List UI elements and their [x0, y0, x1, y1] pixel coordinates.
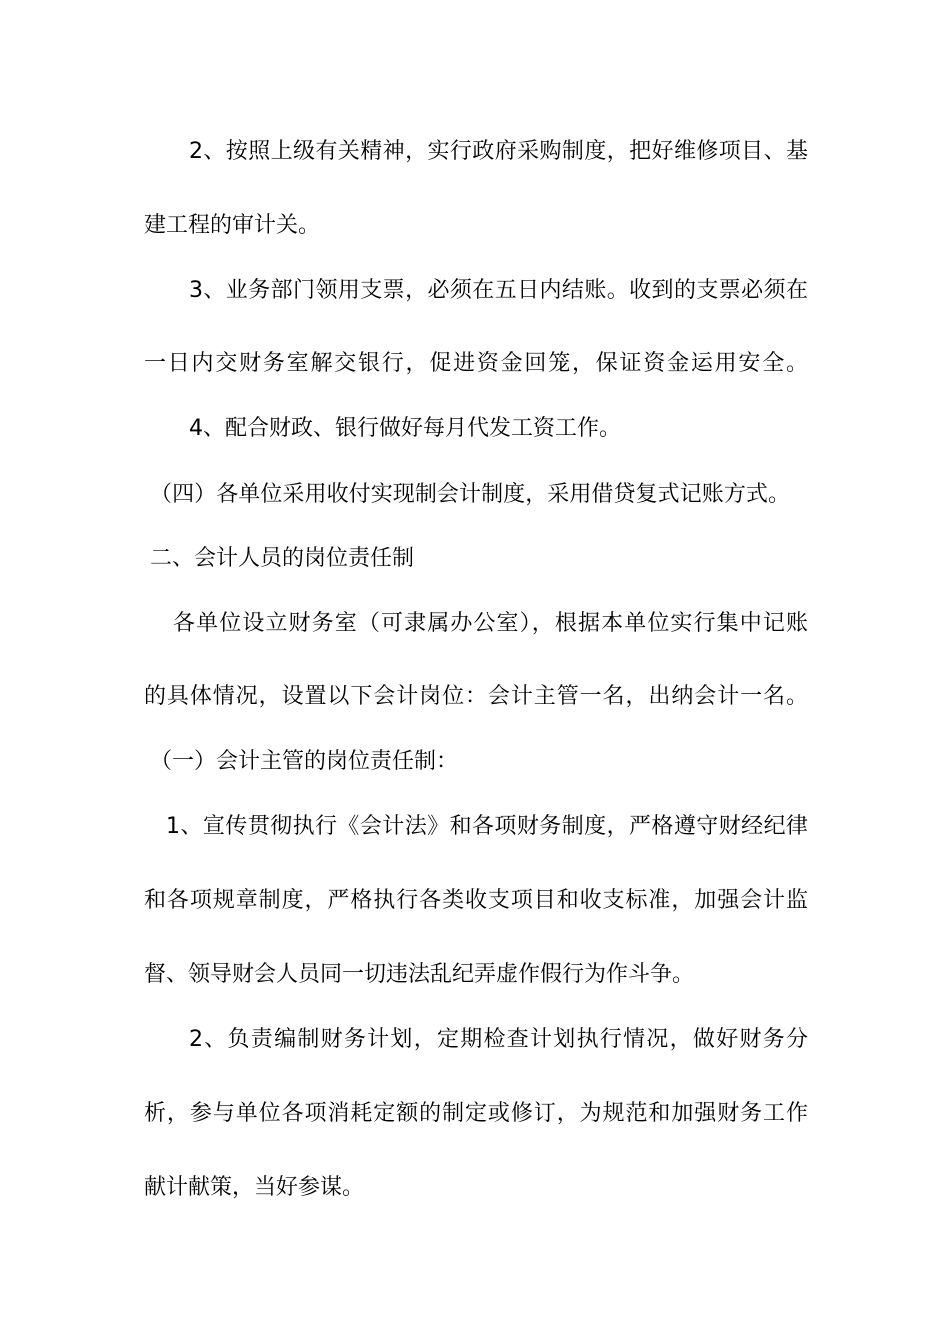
paragraph-line: 和各项规章制度，严格执行各类收支项目和收支标准，加强会计监: [144, 888, 808, 913]
paragraph-line: 的具体情况，设置以下会计岗位：会计主管一名，出纳会计一名。: [144, 684, 808, 709]
paragraph-line: 4、配合财政、银行做好每月代发工资工作。: [189, 416, 621, 441]
paragraph-line: 献计献策，当好参谋。: [144, 1175, 365, 1200]
paragraph-line: 1、宣传贯彻执行《会计法》和各项财务制度，严格遵守财经纪律: [166, 814, 808, 839]
paragraph-line: 各单位设立财务室（可隶属办公室），根据本单位实行集中记账: [173, 611, 808, 636]
paragraph-line: 2、按照上级有关精神，实行政府采购制度，把好维修项目、基: [189, 139, 808, 164]
paragraph-line: 2、负责编制财务计划，定期检查计划执行情况，做好财务分: [189, 1027, 808, 1052]
section-heading: （四）各单位采用收付实现制会计制度，采用借贷复式记账方式。: [150, 482, 790, 507]
paragraph-line: 3、业务部门领用支票，必须在五日内结账。收到的支票必须在: [189, 278, 808, 303]
paragraph-line: 督、领导财会人员同一切违法乱纪弄虚作假行为作斗争。: [144, 962, 695, 987]
section-heading: （一）会计主管的岗位责任制：: [150, 749, 459, 774]
paragraph-line: 建工程的审计关。: [144, 213, 321, 238]
section-heading: 二、会计人员的岗位责任制: [150, 546, 415, 571]
paragraph-line: 一日内交财务室解交银行，促进资金回笼，保证资金运用安全。: [144, 351, 808, 376]
paragraph-line: 析，参与单位各项消耗定额的制定或修订，为规范和加强财务工作: [144, 1101, 808, 1126]
